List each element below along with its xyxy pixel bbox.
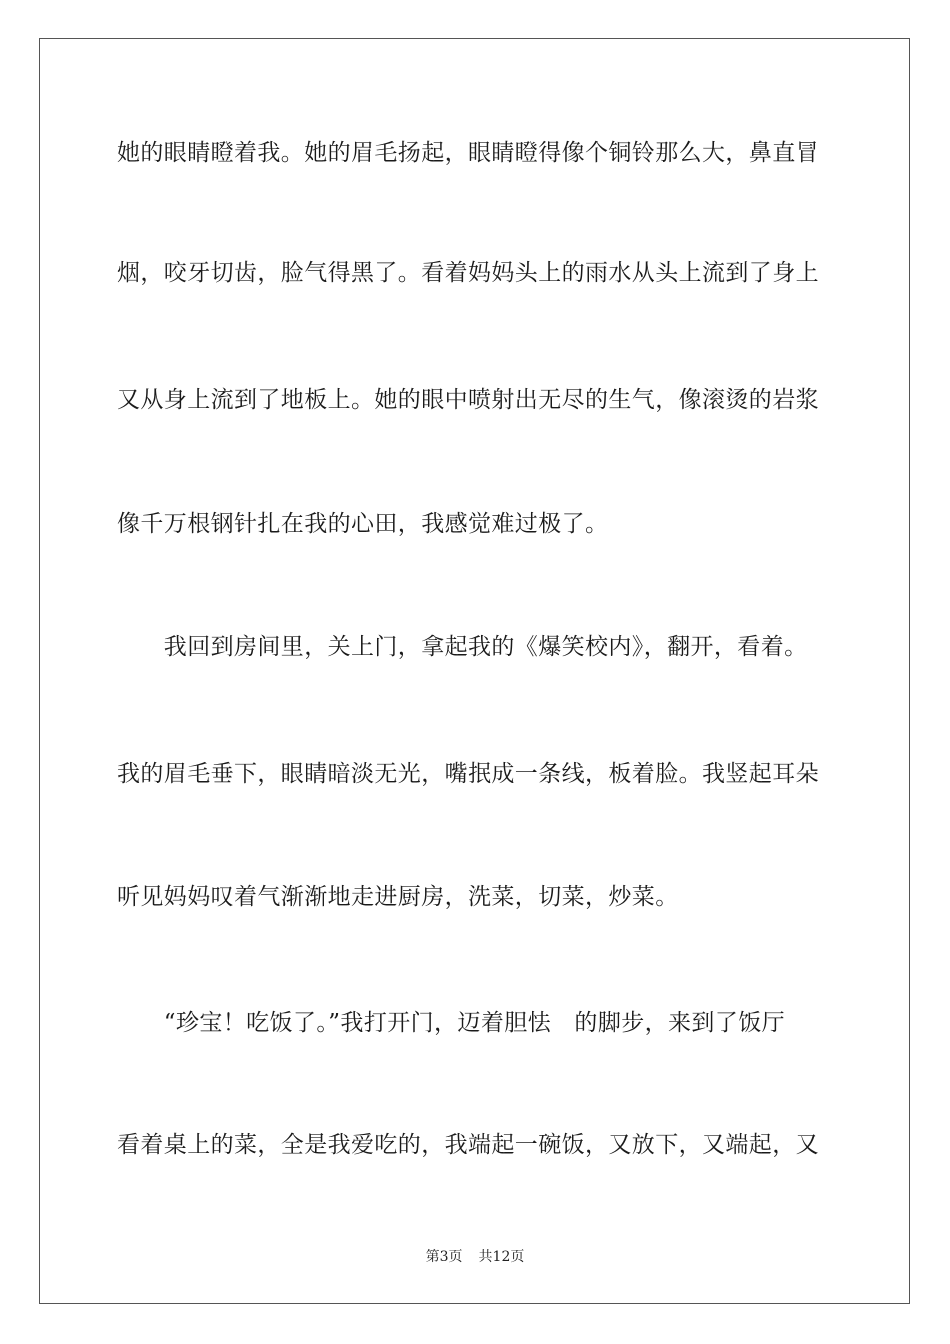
page-border — [39, 38, 910, 1304]
body-line-2: 烟，咬牙切齿，脸气得黑了。看着妈妈头上的雨水从头上流到了身上 — [117, 260, 819, 286]
body-line-8: “珍宝！吃饭了。”我打开门，迈着胆怯 的脚步，来到了饭厅 — [117, 1010, 786, 1036]
page-footer — [0, 1248, 950, 1266]
body-line-4: 像千万根钢针扎在我的心田，我感觉难过极了。 — [117, 511, 609, 537]
body-line-9: 看着桌上的菜，全是我爱吃的，我端起一碗饭，又放下，又端起，又 — [117, 1132, 819, 1158]
page-number: 第3页 — [425, 1249, 463, 1265]
body-line-6: 我的眉毛垂下，眼睛暗淡无光，嘴抿成一条线，板着脸。我竖起耳朵 — [117, 761, 819, 787]
body-line-7: 听见妈妈叹着气渐渐地走进厨房，洗菜，切菜，炒菜。 — [117, 884, 679, 910]
page-total: 共12页 — [478, 1249, 525, 1265]
body-line-5: 我回到房间里，关上门，拿起我的《爆笑校内》，翻开，看着。 — [117, 634, 808, 660]
body-line-1: 她的眼睛瞪着我。她的眉毛扬起，眼睛瞪得像个铜铃那么大，鼻直冒 — [117, 140, 819, 166]
body-line-3: 又从身上流到了地板上。她的眼中喷射出无尽的生气，像滚烫的岩浆 — [117, 387, 819, 413]
